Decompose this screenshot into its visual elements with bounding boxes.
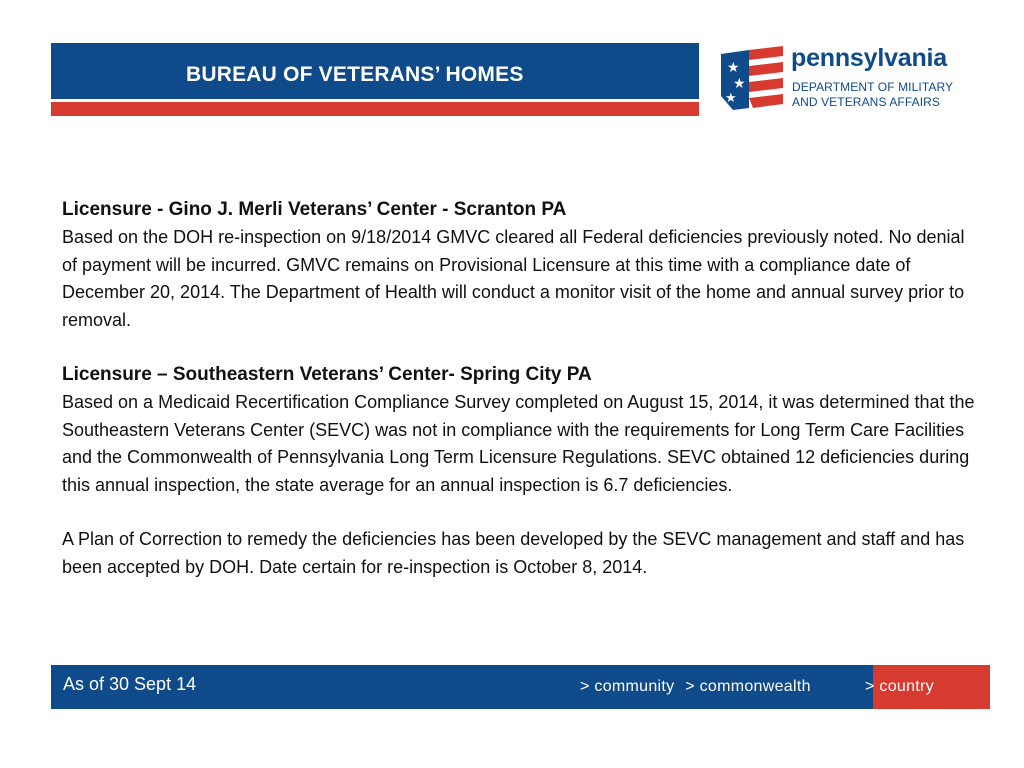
footer-tagline	[580, 678, 817, 696]
logo-subtitle-line2: AND VETERANS AFFAIRS	[792, 95, 941, 109]
logo-subtitle-line1: DEPARTMENT OF MILITARY	[792, 80, 954, 94]
section-title: Licensure - Gino J. Merli Veterans’ Center - Scranton PA	[62, 199, 567, 220]
plan-of-correction-paragraph: A Plan of Correction to remedy the deficiencies has been developed by the SEVC management and staff and has been accepted by DOH. Date certain for re-inspection is October 8, 2014.	[62, 529, 965, 577]
flag-keystone-icon	[719, 44, 785, 112]
svg-text:★: ★	[727, 60, 740, 76]
svg-text:★: ★	[733, 76, 746, 92]
header-title: BUREAU OF VETERANS’ HOMES	[186, 63, 524, 86]
logo-subtitle	[792, 80, 953, 110]
section-merli	[62, 196, 982, 334]
pa-dmva-logo	[719, 44, 989, 112]
header-accent-stripe	[51, 102, 699, 116]
tagline-community: > community	[580, 678, 675, 695]
footer-date: As of 30 Sept 14	[63, 674, 197, 694]
section-body: Based on the DOH re-inspection on 9/18/2014 GMVC cleared all Federal deficiencies previously noted. No denial of payment will be incurred. GMVC remains on Provisional Licensure at this time with a compliance date of December 20, 2014. The Department of Health will conduct a monitor visit of the home and annual survey prior to removal.	[62, 227, 965, 330]
section-title: Licensure – Southeastern Veterans’ Center- Spring City PA	[62, 364, 592, 385]
section-southeastern	[62, 361, 982, 499]
header-bar	[51, 43, 699, 99]
spacer	[62, 334, 982, 361]
tagline-country: > country	[865, 678, 934, 695]
logo-wordmark: pennsylvania	[791, 44, 947, 72]
tagline-commonwealth: > commonwealth	[685, 678, 811, 695]
svg-text:★: ★	[725, 91, 737, 106]
main-content	[62, 196, 982, 581]
section-body: Based on a Medicaid Recertification Compliance Survey completed on August 15, 2014, it was determined that the Southeastern Veterans Center (SEVC) was not in compliance with the requirements for Long Term Care Facilities and the Commonwealth of Pennsylvania Long Term Licensure Regulations. SEVC obtained 12 deficiencies during this annual inspection, the state average for an annual inspection is 6.7 deficiencies.	[62, 392, 975, 495]
spacer	[62, 499, 982, 526]
